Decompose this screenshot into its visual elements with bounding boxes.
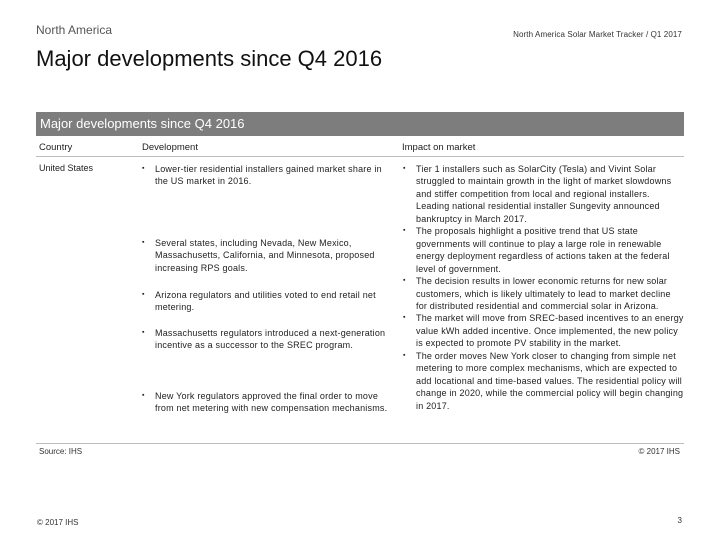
bullet-icon: ▪	[142, 291, 145, 298]
impact-text: The order moves New York closer to changing from simple net metering to more complex mechanisms, which are expected to add locational and time-based values. The residential policy will change in 2020, while the commercial policy will begin changing in 2017.	[416, 350, 684, 411]
footer-divider	[36, 443, 684, 444]
header-divider	[36, 156, 684, 157]
bullet-icon: ▪	[403, 165, 406, 172]
impact-text: The decision results in lower economic returns for new solar customers, which is likely ultimately to lead to market decline for distributed residential and commercial solar in Arizona.	[416, 276, 671, 311]
development-item	[142, 327, 394, 352]
report-name: North America Solar Market Tracker / Q1 2017	[513, 30, 682, 39]
bullet-icon: ▪	[142, 392, 145, 399]
development-item	[142, 237, 394, 274]
development-text: Lower-tier residential installers gained market share in the US market in 2016.	[155, 164, 382, 187]
bullet-icon: ▪	[142, 165, 145, 172]
region-label: North America	[36, 23, 113, 37]
bullet-icon: ▪	[403, 277, 406, 285]
bullet-icon: ▪	[142, 239, 145, 246]
bullet-icon: ▪	[403, 314, 406, 322]
bullet-icon: ▪	[142, 329, 145, 336]
impact-item	[403, 225, 684, 275]
column-header-development: Development	[142, 142, 198, 153]
source-note: Source: IHS	[39, 447, 83, 456]
table-banner: Major developments since Q4 2016	[36, 112, 684, 136]
impact-text: Tier 1 installers such as SolarCity (Tesla) and Vivint Solar struggled to maintain growth in the light of market slowdowns and stiffer competition from local and regional installers. Leading national residential installer Sungevity announced bankruptcy in March 2017.	[416, 164, 672, 224]
column-header-impact: Impact on market	[402, 142, 476, 153]
table-copyright: © 2017 IHS	[638, 447, 680, 456]
development-text: New York regulators approved the final order to move from net metering with new compensation mechanisms.	[155, 391, 388, 414]
impact-list	[403, 163, 684, 412]
impact-item	[403, 163, 684, 225]
development-item	[142, 163, 394, 188]
development-text: Massachusetts regulators introduced a next-generation incentive as a successor to the SREC program.	[155, 328, 386, 351]
impact-text: The proposals highlight a positive trend that US state governments will continue to play a large role in renewable energy deployment regardless of actions taken at the federal level of government.	[416, 226, 670, 274]
impact-item	[403, 275, 684, 312]
development-text: Several states, including Nevada, New Mexico, Massachusetts, California, and Minnesota, proposed increasing RPS goals.	[155, 238, 375, 273]
impact-item	[403, 350, 684, 412]
impact-text: The market will move from SREC-based incentives to an energy value kWh added incentive. Once implemented, the new policy is expected to promote PV stability in the market.	[416, 313, 684, 349]
bullet-icon: ▪	[403, 351, 406, 359]
development-item	[142, 390, 394, 415]
country-cell: United States	[39, 163, 94, 173]
page-title: Major developments since Q4 2016	[36, 46, 383, 71]
page-number: 3	[677, 516, 682, 525]
impact-item	[403, 312, 684, 349]
column-header-country: Country	[39, 142, 73, 153]
development-item	[142, 289, 394, 314]
bullet-icon: ▪	[403, 227, 406, 235]
development-text: Arizona regulators and utilities voted to end retail net metering.	[155, 290, 376, 313]
page-copyright: © 2017 IHS	[37, 518, 79, 527]
